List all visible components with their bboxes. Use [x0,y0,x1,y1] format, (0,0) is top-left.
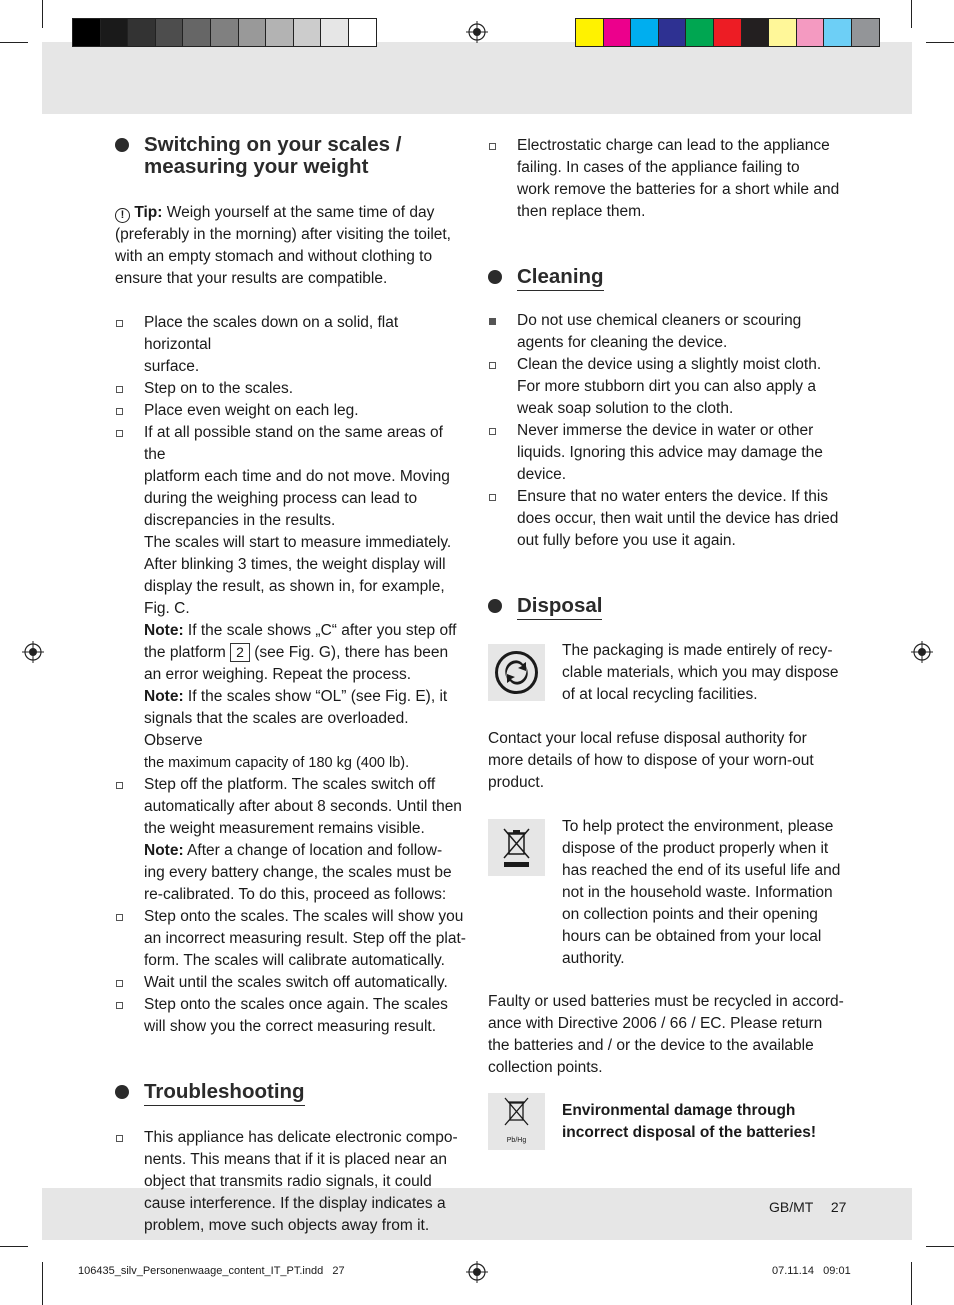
checkbox-bullet-icon [116,980,123,987]
battery-bin-icon-box [488,1093,545,1150]
checkbox-bullet-icon [489,428,496,435]
note-text-part: If the scales show “OL” (see Fig. E), it [183,688,448,705]
color-swatch [603,18,632,47]
heading-bullet-icon [488,270,502,284]
paragraph-line: of at local recycling facilities. [562,686,758,703]
filled-square-bullet-icon [489,318,496,325]
checkbox-bullet-icon [116,1135,123,1142]
list-item [488,354,843,420]
heading-text: Cleaning [517,265,604,291]
heading-line: Switching on your scales / [144,133,402,156]
checkbox-bullet-icon [489,362,496,369]
paragraph-line: clable materials, which you may dispose [562,664,839,681]
paragraph-line: To help protect the environment, please [562,818,834,835]
note-text: signals that the scales are overloaded. Observe [144,710,409,749]
color-swatch [265,18,294,47]
checkbox-bullet-icon [116,386,123,393]
warning-icon: ! [115,208,130,223]
note-text [144,686,467,708]
warning-line: incorrect disposal of the batteries! [562,1124,817,1141]
list-item-text: weak soap solution to the cloth. [517,400,734,417]
list-item-text: This appliance has delicate electronic compo- [144,1129,458,1146]
list-item [115,400,467,422]
note-label: Note: [144,622,184,639]
color-swatch [796,18,825,47]
paragraph-line: the batteries and / or the device to the available [488,1037,814,1054]
file-slug: 106435_silv_Personenwaage_content_IT_PT.indd 27 [78,1265,345,1277]
packaging-paragraph [562,640,852,706]
checkbox-bullet-icon [116,408,123,415]
list-item [115,906,467,972]
list-item-text: display the result, as shown in, for example, [144,578,445,595]
tip-text: (preferably in the morning) after visiting the toilet, [115,226,451,243]
troubleshooting-list [115,1127,467,1237]
part-number-box: 2 [230,643,250,662]
list-item-text: automatically after about 8 seconds. Until then [144,798,462,815]
section-heading-cleaning [488,266,843,288]
list-item-text: will show you the correct measuring result. [144,1018,437,1035]
battery-chemical-label: Pb/Hg [506,1137,527,1144]
color-swatch [713,18,742,47]
list-item-text: Wait until the scales switch off automatically. [144,974,448,991]
list-item-text: form. The scales will calibrate automatically. [144,952,445,969]
paragraph-line: dispose of the product properly when it [562,840,829,857]
registration-mark-icon [22,641,44,663]
list-item-text: Step on to the scales. [144,380,294,397]
paragraph-line: not in the household waste. Information [562,884,833,901]
list-item-text: does occur, then wait until the device has dried [517,510,839,527]
list-item-text: Step onto the scales once again. The scales [144,996,448,1013]
color-swatch [155,18,184,47]
list-item-text: liquids. Ignoring this advice may damage the [517,444,823,461]
note-text-part: (see Fig. G), there has been [249,644,449,661]
left-column [115,134,467,1237]
note-text: the maximum capacity of 180 kg (400 lb). [144,755,410,771]
list-item-text: nents. This means that if it is placed near an [144,1151,447,1168]
list-item [488,310,843,354]
heading-bullet-icon [115,138,129,152]
list-item-text: cause interference. If the display indicates a [144,1195,446,1212]
paragraph-line: more details of how to dispose of your worn-out [488,752,814,769]
list-item-text: Step onto the scales. The scales will show you [144,908,464,925]
note-text [144,642,467,664]
tip-paragraph [115,202,467,290]
heading-bullet-icon [488,599,502,613]
list-item-text: Fig. C. [144,600,190,617]
note-label: Note: [144,688,184,705]
note-text: ing every battery change, the scales must be [144,864,452,881]
list-item [115,312,467,378]
color-swatch [741,18,770,47]
list-item-text: discrepancies in the results. [144,512,336,529]
color-swatch [127,18,156,47]
green-dot-recycling-icon [488,644,545,701]
right-column [488,135,843,617]
list-item-text: object that transmits radio signals, it could [144,1173,432,1190]
list-item-text: Never immerse the device in water or other [517,422,814,439]
list-item-text: out fully before you use it again. [517,532,736,549]
color-swatch [72,18,101,47]
list-item-text: Step off the platform. The scales switch off [144,776,436,793]
paragraph-line: The packaging is made entirely of recy- [562,642,833,659]
note-label: Note: [144,842,184,859]
section-heading-troubleshooting [115,1081,467,1103]
environment-paragraph [562,816,852,970]
list-item [488,486,843,552]
tip-text: Weigh yourself at the same time of day [162,204,435,221]
color-swatch [685,18,714,47]
list-item [115,972,467,994]
batteries-paragraph [488,991,850,1079]
paragraph-line: collection points. [488,1059,603,1076]
language-code: GB/MT [769,1199,814,1215]
list-item-text: surface. [144,358,200,375]
paragraph-line: Contact your local refuse disposal authority for [488,730,807,747]
paragraph-line: Faulty or used batteries must be recycled in accord- [488,993,844,1010]
cleaning-list [488,310,843,552]
note-text [144,620,467,642]
battery-warning [562,1100,852,1144]
tip-text: with an empty stomach and without clothing to [115,248,433,265]
list-item [115,422,467,774]
section-heading-switching-on [115,134,467,178]
header-band [42,42,912,114]
note-text [144,840,467,862]
list-item-text: The scales will start to measure immediately. [144,534,452,551]
color-swatch [575,18,604,47]
list-item-text: Place even weight on each leg. [144,402,359,419]
list-item [488,420,843,486]
list-item [115,774,467,906]
tip-text: ensure that your results are compatible. [115,270,388,287]
page-footer-label [769,1197,846,1217]
print-timestamp: 07.11.14 09:01 [772,1265,851,1277]
list-item-text: then replace them. [517,203,646,220]
list-item-text: an incorrect measuring result. Step off the plat- [144,930,466,947]
note-text-part: After a change of location and follow- [183,842,443,859]
list-item-text: the weight measurement remains visible. [144,820,425,837]
color-swatch [768,18,797,47]
recycling-icon-box [488,644,545,701]
list-item-text: Clean the device using a slightly moist cloth. [517,356,822,373]
list-item [115,1127,467,1237]
registration-mark-icon [466,21,488,43]
list-item-text: After blinking 3 times, the weight display will [144,556,446,573]
registration-mark-icon [466,1261,488,1283]
checkbox-bullet-icon [116,1002,123,1009]
paragraph-line: ance with Directive 2006 / 66 / EC. Please return [488,1015,823,1032]
color-swatch [238,18,267,47]
list-item-text: during the weighing process can lead to [144,490,418,507]
list-item-text: Place the scales down on a solid, flat horizontal [144,314,399,353]
note-text-part: If the scale shows „C“ after you step off [183,622,457,639]
list-item-text: For more stubborn dirt you can also apply a [517,378,816,395]
color-swatch [210,18,239,47]
checkbox-bullet-icon [116,914,123,921]
paragraph-line: hours can be obtained from your local [562,928,822,945]
color-swatch [293,18,322,47]
list-item-text: problem, move such objects away from it. [144,1217,430,1234]
list-item-text: failing. In cases of the appliance failing to [517,159,800,176]
section-heading-disposal [488,595,843,617]
heading-line: measuring your weight [144,155,369,178]
color-swatch [320,18,349,47]
list-item [488,135,843,223]
color-swatch [658,18,687,47]
color-swatch [630,18,659,47]
note-text-part: the platform [144,644,231,661]
contact-paragraph [488,728,848,794]
paragraph-line: product. [488,774,545,791]
color-swatch [348,18,377,47]
checkbox-bullet-icon [116,430,123,437]
heading-text: Disposal [517,594,602,620]
list-item-text: Do not use chemical cleaners or scouring [517,312,802,329]
list-item-text: work remove the batteries for a short while and [517,181,840,198]
heading-bullet-icon [115,1085,129,1099]
warning-line: Environmental damage through [562,1102,796,1119]
color-swatch [100,18,129,47]
paragraph-line: has reached the end of its useful life and [562,862,841,879]
list-item-text: Ensure that no water enters the device. If this [517,488,829,505]
paragraph-line: on collection points and their opening [562,906,818,923]
heading-text: Troubleshooting [144,1080,305,1106]
checkbox-bullet-icon [489,143,496,150]
list-item [115,378,467,400]
paragraph-line: authority. [562,950,625,967]
checkbox-bullet-icon [489,494,496,501]
list-item [115,994,467,1038]
note-text: re-calibrated. To do this, proceed as follows: [144,886,447,903]
weee-icon-box [488,819,545,876]
color-swatch [182,18,211,47]
list-item-text: device. [517,466,567,483]
crossed-out-bin-icon [488,819,545,876]
color-swatch [851,18,880,47]
list-item-text: agents for cleaning the device. [517,334,728,351]
checkbox-bullet-icon [116,320,123,327]
list-item-text: Electrostatic charge can lead to the appliance [517,137,830,154]
page-number: 27 [830,1199,847,1215]
list-item-text: platform each time and do not move. Moving [144,468,450,485]
checkbox-bullet-icon [116,782,123,789]
tip-label: Tip: [134,204,163,221]
list-item-text: If at all possible stand on the same areas of the [144,424,443,463]
note-text: an error weighing. Repeat the process. [144,666,412,683]
registration-mark-icon [911,641,933,663]
instruction-list [115,312,467,1038]
color-swatch [823,18,852,47]
